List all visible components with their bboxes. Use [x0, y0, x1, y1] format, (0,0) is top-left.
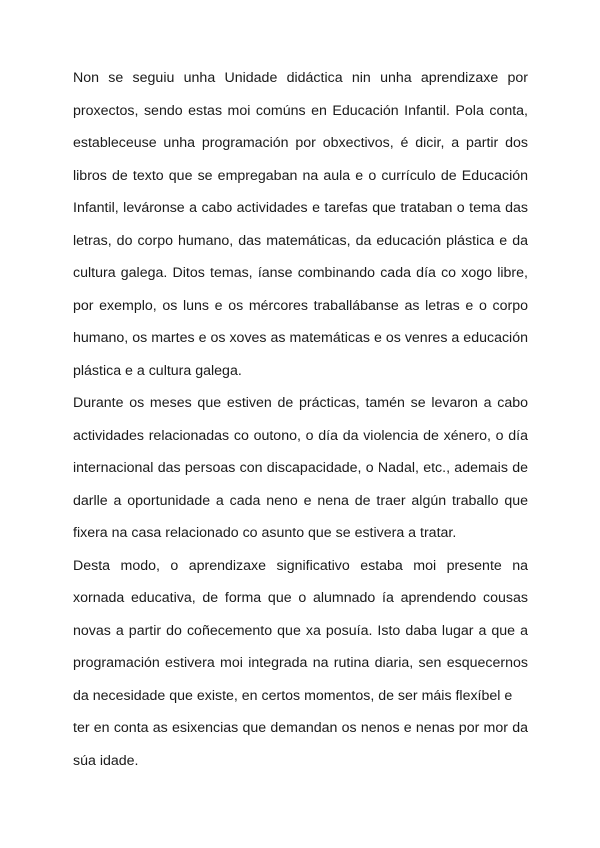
paragraph-1	[73, 68, 528, 393]
text-line: libros de texto que se empregaban na aula e o currículo de Educación	[73, 167, 528, 184]
text-line: cultura galega. Ditos temas, íanse combinando cada día co xogo libre,	[73, 265, 528, 281]
text-line: plástica e a cultura galega.	[73, 362, 242, 379]
text-line: internacional das persoas con discapacidade, o Nadal, etc., ademais de	[73, 460, 528, 476]
text-line: Infantil, leváronse a cabo actividades e tarefas que trataban o tema das	[73, 200, 528, 216]
body-text	[73, 68, 528, 783]
text-line: Durante os meses que estiven de prácticas, tamén se levaron a cabo	[73, 395, 528, 411]
text-line: por exemplo, os luns e os mércores traballábanse as letras e o corpo	[73, 297, 528, 314]
text-line: Non se seguiu unha Unidade didáctica nin unha aprendizaxe por	[73, 70, 528, 86]
paragraph-3	[73, 556, 528, 784]
text-line: xornada educativa, de forma que o alumnado ía aprendendo cousas	[73, 590, 528, 606]
text-line: humano, os martes e os xoves as matemáticas e os venres a educación	[73, 330, 528, 346]
text-line: da necesidade que existe, en certos momentos, de ser máis flexíbel e	[73, 687, 513, 704]
text-line: letras, do corpo humano, das matemáticas, da educación plástica e da	[73, 232, 528, 249]
text-line: darlle a oportunidade a cada neno e nena de traer algún traballo que	[73, 492, 528, 509]
text-line: programación estivera moi integrada na rutina diaria, sen esquecernos	[73, 655, 528, 671]
text-line: novas a partir do coñecemento que xa posuía. Isto daba lugar a que a	[73, 622, 528, 639]
text-line: súa idade.	[73, 752, 139, 769]
text-line: fixera na casa relacionado co asunto que se estivera a tratar.	[73, 525, 457, 541]
text-line: ter en conta as esixencias que demandan os nenos e nenas por mor da	[73, 720, 528, 736]
paragraph-2	[73, 393, 528, 556]
text-line: proxectos, sendo estas moi comúns en Educación Infantil. Pola conta,	[73, 102, 528, 119]
text-line: actividades relacionadas co outono, o día da violencia de xénero, o día	[73, 427, 528, 444]
text-line: Desta modo, o aprendizaxe significativo estaba moi presente na	[73, 557, 528, 574]
text-line: estableceuse unha programación por obxectivos, é dicir, a partir dos	[73, 135, 528, 151]
